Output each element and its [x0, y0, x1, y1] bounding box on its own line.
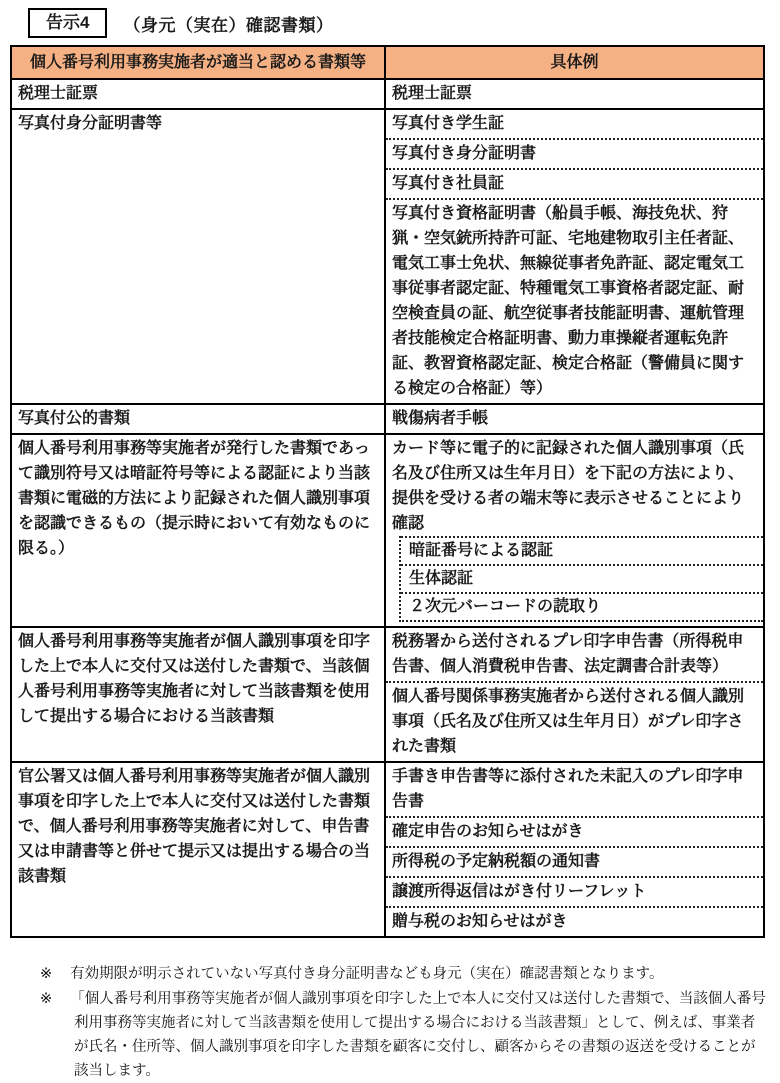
verification-documents-table	[10, 45, 765, 938]
row-left-cell: 個人番号利用事務等実施者が発行した書類であって識別符号又は暗証符号等による認証により当該書類に電磁的方法により記録された個人識別事項を認識できるもの（提示時において有効なものに限る。）	[12, 435, 386, 626]
example-item: 譲渡所得返信はがき付リーフレット	[386, 876, 763, 906]
header-cell-examples: 具体例	[550, 54, 599, 71]
row-right-cell	[386, 628, 763, 761]
method-item: 生体認証	[401, 564, 763, 592]
table-row	[12, 108, 763, 403]
notice-number-badge: 告示4	[28, 8, 107, 38]
row-left-cell: 写真付公的書類	[12, 405, 386, 433]
method-item: ２次元バーコードの読取り	[401, 592, 763, 620]
example-item: 税理士証票	[392, 85, 473, 102]
title-bar	[28, 8, 768, 38]
footnote-text: 有効期限が明示されていない写真付き身分証明書なども身元（実在）確認書類となります。	[70, 966, 664, 982]
row-left-cell: 税理士証票	[12, 80, 386, 108]
footnote-marker: ※	[40, 991, 53, 1007]
example-item: 写真付き学生証	[392, 115, 505, 132]
example-item: 写真付き身分証明書	[386, 138, 763, 168]
table-row	[12, 78, 763, 108]
row-left-cell: 官公署又は個人番号利用事務等実施者が個人識別事項を印字した上で本人に交付又は送付した書類で、個人番号利用事務等実施者に対して、申告書又は申請書等と併せて提示又は提出する場合の当該書類	[12, 763, 386, 936]
example-item: 手書き申告書等に添付された未記入のプレ印字申告書	[392, 768, 744, 810]
footnotes-section	[28, 962, 768, 1083]
example-item: 個人番号関係事務実施者から送付される個人識別事項（氏名及び住所又は生年月日）がプレ印字された書類	[386, 681, 763, 761]
row-right-cell	[386, 763, 763, 936]
footnote	[28, 987, 768, 1083]
example-item: 写真付き社員証	[386, 168, 763, 198]
method-item: 暗証番号による認証	[401, 536, 763, 564]
table-row	[12, 626, 763, 761]
table-row	[12, 403, 763, 433]
example-item: 確定申告のお知らせはがき	[386, 816, 763, 846]
example-item: 税務署から送付されるプレ印字申告書（所得税申告書、個人消費税申告書、法定調書合計表等）	[392, 633, 744, 675]
header-cell-accepted-documents: 個人番号利用事務実施者が適当と認める書類等	[12, 47, 386, 78]
row-left-cell: 個人番号利用事務等実施者が個人識別事項を印字した上で本人に交付又は送付した書類で、当該個人番号利用事務等実施者に対して当該書類を使用して提出する場合における当該書類	[12, 628, 386, 761]
example-item: 戦傷病者手帳	[392, 410, 489, 427]
authentication-methods-list	[399, 536, 763, 622]
row-right-cell	[386, 405, 763, 433]
example-item: 写真付き資格証明書（船員手帳、海技免状、狩猟・空気銃所持許可証、宅地建物取引主任者証、電気工事士免状、無線従事者免許証、認定電気工事従事者認定証、特種電気工事資格者認定証、耐空検査員の証、航空従事者技能証明書、運航管理者技能検定合格証明書、動力車操縦者運転免許証、教習資格認定証、検定合格証（警備員に関する検定の合格証）等）	[386, 198, 763, 403]
table-row	[12, 761, 763, 936]
footnote-marker: ※	[40, 966, 53, 982]
row-left-cell: 写真付身分証明書等	[12, 110, 386, 403]
row-right-cell	[386, 80, 763, 108]
table-row	[12, 433, 763, 626]
row-right-cell	[386, 435, 763, 626]
row-right-cell	[386, 110, 763, 403]
footnote	[28, 962, 768, 986]
footnote-text: 「個人番号利用事務等実施者が個人識別事項を印字した上で本人に交付又は送付した書類で、当該個人番号利用事務等実施者に対して当該書類を使用して提出する場合における当該書類」として、例えば、事業者が氏名・住所等、個人識別事項を印字した書類を顧客に交付し、顧客からその書類の返送を受けることが該当します。	[70, 991, 766, 1079]
example-item: 贈与税のお知らせはがき	[386, 906, 763, 936]
example-item: 所得税の予定納税額の通知書	[386, 846, 763, 876]
table-header-row	[12, 47, 763, 78]
example-intro-text: カード等に電子的に記録された個人識別事項（氏名及び住所又は生年月日）を下記の方法により、提供を受ける者の端末等に表示させることにより確認	[392, 440, 745, 532]
page-title: （身元（実在）確認書類）	[123, 15, 334, 35]
